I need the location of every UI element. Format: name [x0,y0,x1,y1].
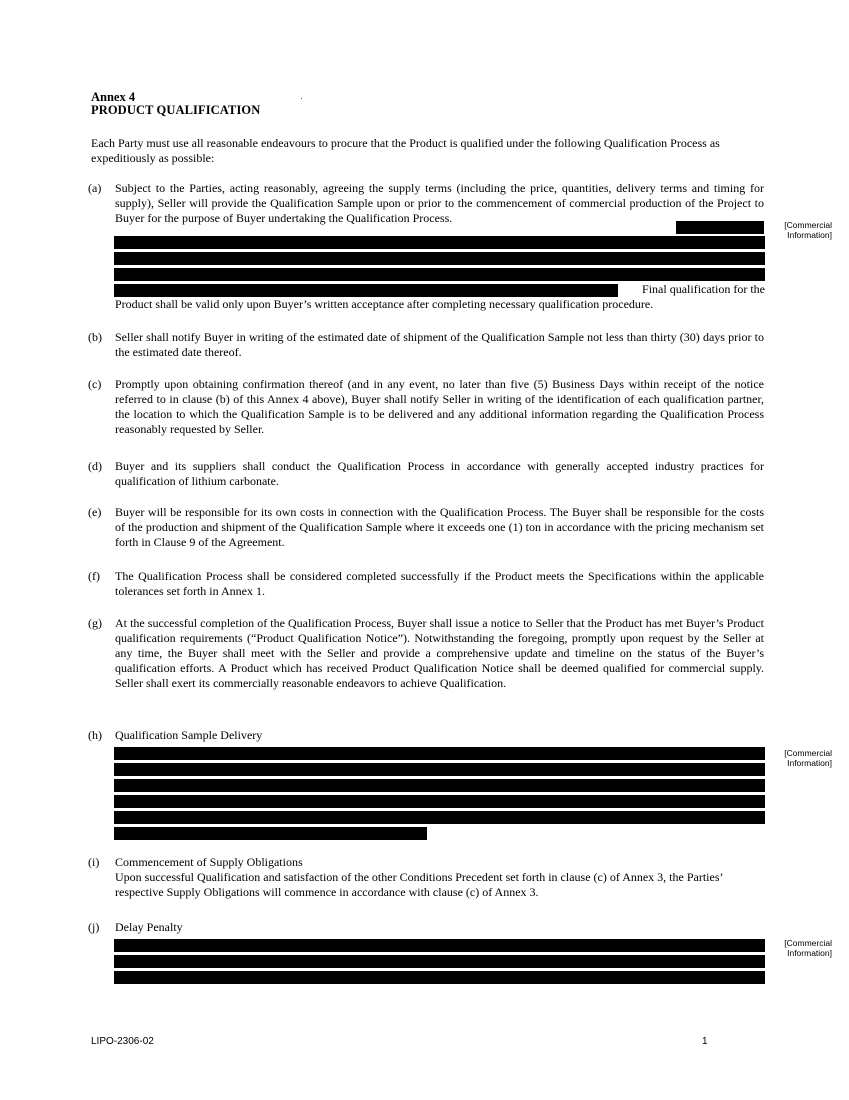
clause-label-h: (h) [88,728,102,742]
clause-label-f: (f) [88,569,100,583]
clause-a-text [115,181,764,226]
intro-paragraph: Each Party must use all reasonable endeavours to procure that the Product is qualified under the following Qualification Process as expeditiously as possible: [91,136,720,165]
redaction-block [114,236,765,249]
page-title: PRODUCT QUALIFICATION [91,103,261,117]
redaction-block [114,268,765,281]
clause-g-text: At the successful completion of the Qualification Process, Buyer shall issue a notice to Seller that the Product has met Buyer’s Product qualification requirements (“Product Qualification Notice”). Notwithstanding the foregoing, promptly upon request by the Seller at any time, the Buyer shall meet with the Seller and provide a comprehensive update and timeline on the status of the Buyer’s qualification efforts. A Product which has received Product Qualification Notice shall be deemed qualified for commercial supply. Seller shall exert its commercially reasonable endeavors to achieve Qualification. [115,616,764,690]
clause-label-g: (g) [88,616,102,630]
margin-note-line: [Commercial [784,748,832,758]
stray-mark [301,98,302,99]
redaction-block [114,795,765,808]
page-number: 1 [702,1036,708,1047]
margin-note-line: [Commercial [784,938,832,948]
redaction-block [114,811,765,824]
clause-label-e: (e) [88,505,102,519]
margin-note-line: [Commercial [784,220,832,230]
clause-label-d: (d) [88,459,102,473]
redaction-block [114,763,765,776]
margin-note-j [770,938,832,958]
clause-label-c: (c) [88,377,102,391]
margin-note-line: Information] [787,758,832,768]
redaction-block [114,971,765,984]
clause-label-a: (a) [88,181,102,195]
clause-i-heading: Commencement of Supply Obligations [115,855,303,869]
clause-label-i: (i) [88,855,100,869]
redaction-block [114,779,765,792]
clause-a-tail-2: Product shall be valid only upon Buyer’s written acceptance after completing necessary qualification procedure. [115,297,654,311]
redaction-block [114,955,765,968]
margin-note-line: Information] [787,948,832,958]
redaction-block [114,939,765,952]
redaction-block [114,252,765,265]
redaction-block [114,284,618,297]
clause-f-text: The Qualification Process shall be considered completed successfully if the Product meets the Specifications within the applicable tolerances set forth in Annex 1. [115,569,764,598]
clause-j-heading: Delay Penalty [115,920,183,934]
clause-label-b: (b) [88,330,102,344]
redaction-block [114,827,427,840]
clause-label-j: (j) [88,920,100,934]
footer-doc-id: LIPO-2306-02 [91,1036,154,1047]
margin-note-h [770,748,832,768]
redaction-block [676,221,764,234]
margin-note-a [770,220,832,240]
margin-note-line: Information] [787,230,832,240]
clause-c-text: Promptly upon obtaining confirmation thereof (and in any event, no later than five (5) Business Days within receipt of the notice referred to in clause (b) of this Annex 4 above), Buyer shall notify Seller in writing of the identification of each qualification partner, the location to which the Qualification Sample is to be delivered and any additional information regarding the Qualification Process reasonably requested by Seller. [115,377,764,436]
clause-e-text: Buyer will be responsible for its own costs in connection with the Qualification Process. The Buyer shall be responsible for the costs of the production and shipment of the Qualification Sample where it exceeds one (1) ton in accordance with the pricing mechanism set forth in Clause 9 of the Agreement. [115,505,764,549]
clause-a-tail-1: Final qualification for the [642,282,765,296]
redaction-block [114,747,765,760]
clause-b-text: Seller shall notify Buyer in writing of the estimated date of shipment of the Qualification Sample not less than thirty (30) days prior to the estimated date thereof. [115,330,764,359]
clause-h-heading: Qualification Sample Delivery [115,728,263,742]
clause-i-text: Upon successful Qualification and satisfaction of the other Conditions Precedent set forth in clause (c) of Annex 3, the Parties’ respective Supply Obligations will commence in accordance with clause (c) of Annex 3. [115,870,723,899]
clause-d-text: Buyer and its suppliers shall conduct the Qualification Process in accordance with generally accepted industry practices for qualification of lithium carbonate. [115,459,764,488]
clause-a-body: Subject to the Parties, acting reasonably, agreeing the supply terms (including the price, quantities, delivery terms and timing for supply), Seller will provide the Qualification Sample upon or prior to the commencement of commercial production of the Project to Buyer for the purpose of Buyer undertaking the Qualification Process. [115,181,764,225]
annex-number: Annex 4 [91,90,136,104]
